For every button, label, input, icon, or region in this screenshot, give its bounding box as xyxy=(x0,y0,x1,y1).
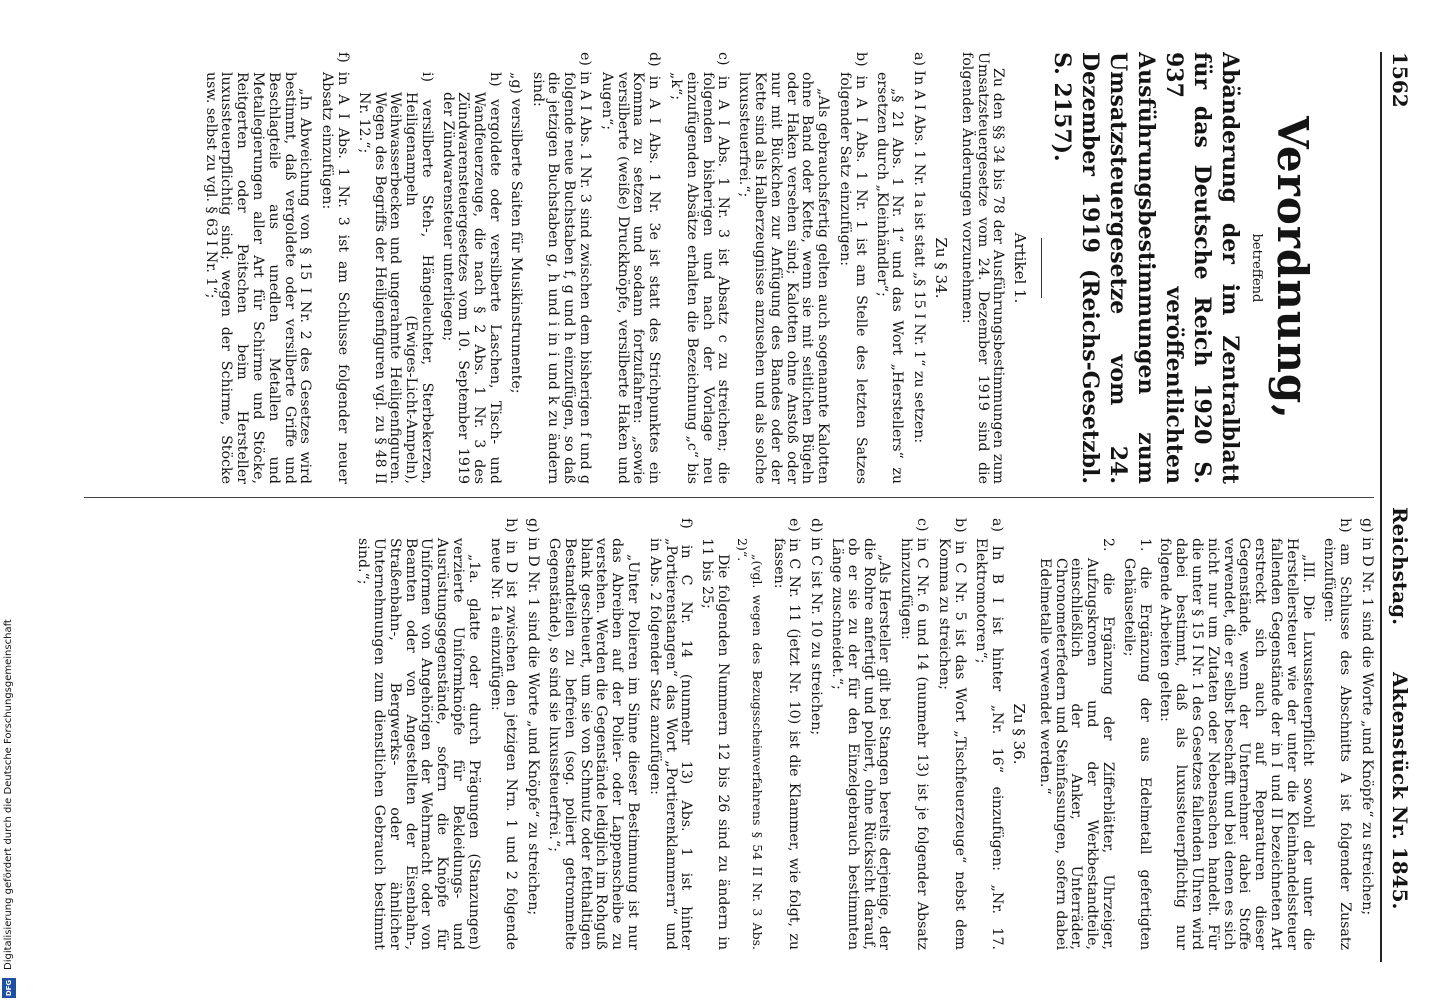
quote-text: „Als Hersteller gilt bei Stangen bereits derjenige, der die Rohre anfertigt und poliert, ohne Rücksicht darauf, ob er sie zu der für den Einzelgebrauch bestimmten Länge zuschneidet.“; xyxy=(829,538,893,950)
article-heading: Artikel 1. xyxy=(1011,232,1030,304)
page-header xyxy=(1386,52,1416,962)
sub-item: 1. die Ergänzung der aus Edelmetall gefertigten Gehäuseteile; xyxy=(1120,538,1153,950)
quote-text: „III. Die Luxussteuerpflicht sowohl der unter die Herstellersteuer wie der unter die Kleinhandelssteuer fallenden Gegenstände der in I und II bezeichneten Art erstreckt sich auch auf Reparaturen dieser Gegenstände, wenn der Unternehmer dabei Stoffe verwendet, die er selbst beschafft und bei denen es sich nicht nur um Zutaten oder Nebensachen handelt. Für die unter § 15 I Nr. 1 des Gesetzes fallenden Uhren wird dabei bestimmt, daß als luxussteuerpflichtig nur folgende Arbeiten gelten: xyxy=(1157,538,1316,950)
right-column xyxy=(349,518,1374,950)
list-item: g) in D Nr. 1 sind die Worte „und Knöpfe“ zu streichen; xyxy=(1359,518,1375,916)
publication-name: Reichstag. xyxy=(1388,507,1412,626)
sub-item: i) versilberte Steh-, Hängeleuchter, Sterbekerzen, Heiligenampeln (Ewiges-Licht-Ampeln), Weihwasserbecken und ungerahmte Heiligenfiguren. Wegen des Begriffs der Heiligenfiguren vgl. zu § 48 II Nr. 12.“; xyxy=(355,72,435,484)
left-column xyxy=(197,52,1374,484)
note-text: Die folgenden Nummern 12 bis 26 sind zu ändern in 11 bis 25; xyxy=(699,538,731,950)
section-heading-36: Zu § 36. xyxy=(1010,703,1029,765)
footer-strip xyxy=(0,0,20,1000)
list-item: a) In A I Abs. 1 Nr. 1a ist statt „§ 15 I Nr. 1“ zu setzen: xyxy=(911,52,928,444)
header-rule xyxy=(1380,52,1382,962)
intro-paragraph: Zu den §§ 34 bis 78 der Ausführungsbestimmungen zum Umsatzsteuergesetze vom 24. Dezember 1919 sind die folgenden Änderungen vorzunehmen: xyxy=(958,52,1007,484)
list-item: h) in D ist zwischen den jetzigen Nrn. 1 und 2 folgende neue Nr. 1a einzufügen: xyxy=(487,518,520,950)
quote-text: „§ 21 Abs. 1 Nr. 1“ und das Wort „Herstellers“ zu ersetzen durch „Kleinhändler“; xyxy=(873,72,906,484)
main-heading: Abänderung der im Zentralblatt für das Deutsche Reich 1920 S. 937 veröffentlichten Ausführungsbestimmungen zum Umsatzsteuergesetze vom 24. Dezember 1919 (Reichs-Gesetzbl. S. 2157). xyxy=(1049,52,1244,484)
quote-text: „Als gebrauchsfertig gelten auch sogenannte Kalotten ohne Band oder Kette, wenn sie mit seitlichen Bügeln oder Haken versehen sind; Kalotten ohne Anstoß oder nur mit Bückchen zur Anfügung des Bandes oder der Kette sind als Halberzeugnisse anzusehen und als solche luxussteuerfrei.“; xyxy=(736,72,832,484)
list-item: a) In B I ist hinter „Nr. 16“ einzufügen: „Nr. 17. Elektromotoren“; xyxy=(973,518,1006,950)
sub-item: h) vergoldete oder versilberte Laschen, Tisch- und Wandfeuerzeuge, die nach § 2 Abs. 1 Nr. 3 des Zündwarensteuergesetzes vom 10. September 1919 der Zündwarensteuer unterliegen; xyxy=(439,72,504,484)
document-number: Aktenstück Nr. 1845. xyxy=(1388,672,1412,910)
list-item: e) in A I Abs. 1 Nr. 3 sind zwischen dem bisherigen f und g folgende neue Buchstaben f, g und h einzufügen, so daß die jetzigen Buchstaben g, h und i in i und k zu ändern sind: xyxy=(529,52,594,484)
list-item: c) in C Nr. 6 und 14 (nunmehr 13) ist je folgender Absatz hinzuzufügen: xyxy=(898,518,931,950)
funding-notice: Digitalisierung gefördert durch die Deutsche Forschungsgemeinschaft xyxy=(3,619,14,970)
quote-text: „In Abweichung von § 15 I Nr. 2 des Gesetzes wird bestimmt, daß vergoldete oder versilberte Griffe und Beschlagteile aus unedlen Metallen und Metallegierungen aller Art für Schirme und Stöcke, Reitgerten oder Peitschen beim Hersteller luxussteuerpflichtig sind; wegen der Schirme, Stöcke usw. selbst zu vgl. § 63 I Nr. 1“; xyxy=(202,72,314,484)
section-heading-34: Zu § 34. xyxy=(932,237,951,299)
subtitle: betreffend xyxy=(1249,233,1264,303)
list-item: f) in C Nr. 14 (nunmehr 13) Abs. 1 ist hinter „Portierenstangen“ das Wort „Portierenklammern“ und in Abs. 2 folgender Satz anzufügen: xyxy=(646,518,695,950)
sub-item: „g) versilberte Saiten für Musikinstrumente; xyxy=(507,72,524,394)
list-item: h) am Schlusse des Abschnitts A ist folgender Zusatz einzufügen: xyxy=(1321,518,1354,950)
list-item: e) in C Nr. 11 (jetzt Nr. 10) ist die Klammer, wie folgt, zu fassen: xyxy=(770,518,803,950)
page-number: 1562 xyxy=(1388,52,1412,108)
list-item: d) in A I Abs. 1 Nr. 3e ist statt des Strichpunktes ein Komma zu setzen und sodann fortzufahren: „sowie versilberte (weiße) Druckknöpfe, versilberte Haken und Augen“; xyxy=(598,52,663,484)
list-item: b) in A I Abs. 1 Nr. 1 ist am Stelle des letzten Satzes folgender Satz einzufügen: xyxy=(837,52,869,484)
quote-text: „Unter Polieren im Sinne dieser Bestimmung ist nur das Abreiben auf der Polier- oder Lappenscheibe zu verstehen. Werden die Gegenstände lediglich im Rohguß blank gescheuert, um sie von Schmutz oder fetthaltigen Bestandteilen zu befreien (sog. poliert getrommelte Gegenstände), so sind sie luxussteuerfrei.“; xyxy=(545,538,641,950)
list-item: b) in C Nr. 5 ist das Wort „Tischfeuerzeuge“ nebst dem Komma zu streichen; xyxy=(935,518,968,950)
quote-text: „1a. glatte oder durch Prägungen (Stanzungen) verzierte Uniformknöpfe für Bekleidungs- und Ausrüstungsgegenstände, sofern die Knöpfe für Uniformen von Angehörigen der Wehrmacht oder von Beamten oder von Angestellten der Eisenbahn-, Straßenbahn-, Bergwerks- oder ähnlicher Unternehmungen zum dienstlichen Gebrauch bestimmt sind.“; xyxy=(355,538,482,950)
quote-text: „(vgl. wegen des Bezugsscheinverfahrens § 54 II Nr. 3 Abs. 2)“. xyxy=(735,538,765,950)
document-title: Verordnung, xyxy=(1268,116,1317,420)
title-rule xyxy=(1041,238,1042,298)
list-item: f) in A I Abs. 1 Nr. 3 ist am Schlusse folgender neuer Absatz einzufügen: xyxy=(319,52,351,484)
list-item: g) in D Nr. 1 sind die Worte „und Knöpfe“ zu streichen; xyxy=(525,518,542,916)
list-item: d) in C ist Nr. 10 zu streichen; xyxy=(808,518,825,736)
sub-item: 2. die Ergänzung der Zifferblätter, Uhrzeiger, Aufzugskronen und der Werkbestandteile, einschließlich der Anker, Unterräder, Chronometerfedern und Steinfassungen, sofern dabei Edelmetalle verwendet werden.“ xyxy=(1036,538,1117,950)
column-divider xyxy=(84,497,1374,498)
dfg-logo: DFG xyxy=(2,978,16,998)
list-item: c) in A I Abs. 1 Nr. 3 ist Absatz c zu streichen; die folgenden bisherigen und nach der Vorlage neu einzufügenden Absätze erhalten die Bezeichnung „c“ bis „k“; xyxy=(668,52,732,484)
